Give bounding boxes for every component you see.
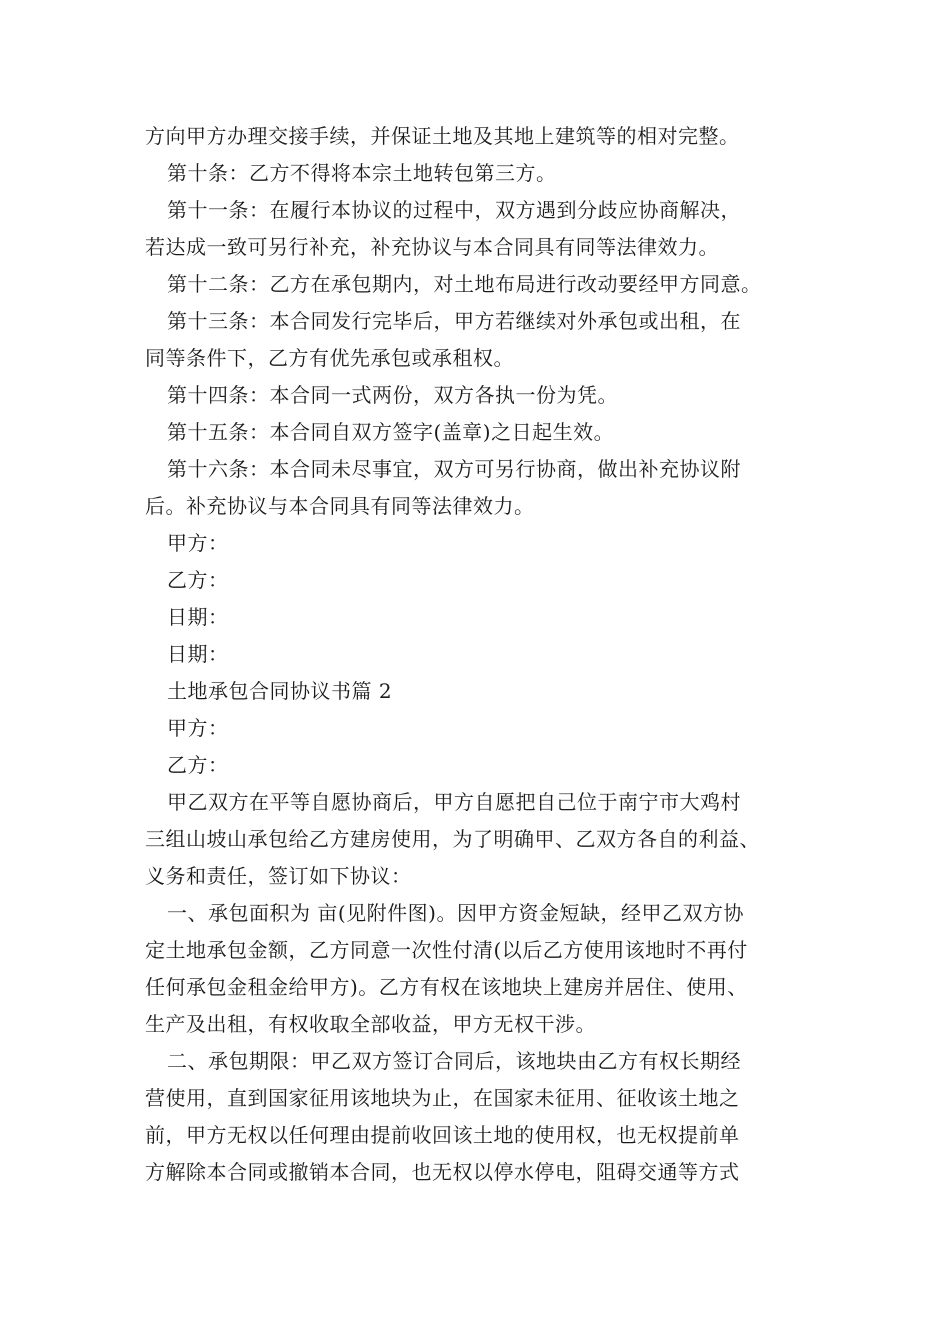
document-line: 生产及出租，有权收取全部收益，甲方无权干涉。 bbox=[145, 1012, 596, 1036]
document-line: 甲方： bbox=[167, 716, 229, 740]
document-line: 一、承包面积为 亩(见附件图)。因甲方资金短缺，经甲乙双方协 bbox=[167, 901, 744, 925]
document-line: 甲方： bbox=[167, 531, 229, 555]
document-line: 同等条件下，乙方有优先承包或承租权。 bbox=[145, 346, 514, 370]
document-line: 第十五条：本合同自双方签字(盖章)之日起生效。 bbox=[167, 420, 615, 444]
document-line: 任何承包金租金给甲方)。乙方有权在该地块上建房并居住、使用、 bbox=[145, 975, 748, 999]
document-line: 方解除本合同或撤销本合同，也无权以停水停电，阻碍交通等方式 bbox=[145, 1160, 740, 1184]
document-line: 二、承包期限：甲乙双方签订合同后，该地块由乙方有权长期经 bbox=[167, 1049, 741, 1073]
document-line: 第十条：乙方不得将本宗土地转包第三方。 bbox=[167, 161, 557, 185]
document-line: 定土地承包金额，乙方同意一次性付清(以后乙方使用该地时不再付 bbox=[145, 938, 748, 962]
document-line: 第十一条：在履行本协议的过程中，双方遇到分歧应协商解决， bbox=[167, 198, 741, 222]
document-line: 若达成一致可另行补充，补充协议与本合同具有同等法律效力。 bbox=[145, 235, 719, 259]
document-line: 第十四条：本合同一式两份，双方各执一份为凭。 bbox=[167, 383, 618, 407]
document-line: 土地承包合同协议书篇 2 bbox=[167, 679, 393, 703]
document-line: 后。补充协议与本合同具有同等法律效力。 bbox=[145, 494, 535, 518]
document-line: 甲乙双方在平等自愿协商后，甲方自愿把自己位于南宁市大鸡村 bbox=[167, 790, 741, 814]
document-line: 三组山坡山承包给乙方建房使用，为了明确甲、乙双方各自的利益、 bbox=[145, 827, 760, 851]
document-line: 第十六条：本合同未尽事宜，双方可另行协商，做出补充协议附 bbox=[167, 457, 741, 481]
document-line: 营使用，直到国家征用该地块为止，在国家未征用、征收该土地之 bbox=[145, 1086, 740, 1110]
document-body bbox=[145, 118, 825, 1191]
document-line: 第十二条：乙方在承包期内，对土地布局进行改动要经甲方同意。 bbox=[167, 272, 762, 296]
document-line: 第十三条：本合同发行完毕后，甲方若继续对外承包或出租，在 bbox=[167, 309, 741, 333]
document-line: 义务和责任，签订如下协议： bbox=[145, 864, 412, 888]
document-line: 日期： bbox=[167, 642, 229, 666]
document-line: 前，甲方无权以任何理由提前收回该土地的使用权，也无权提前单 bbox=[145, 1123, 740, 1147]
document-line: 乙方： bbox=[167, 753, 229, 777]
document-line: 方向甲方办理交接手续，并保证土地及其地上建筑等的相对完整。 bbox=[145, 124, 740, 148]
document-line: 日期： bbox=[167, 605, 229, 629]
document-line: 乙方： bbox=[167, 568, 229, 592]
